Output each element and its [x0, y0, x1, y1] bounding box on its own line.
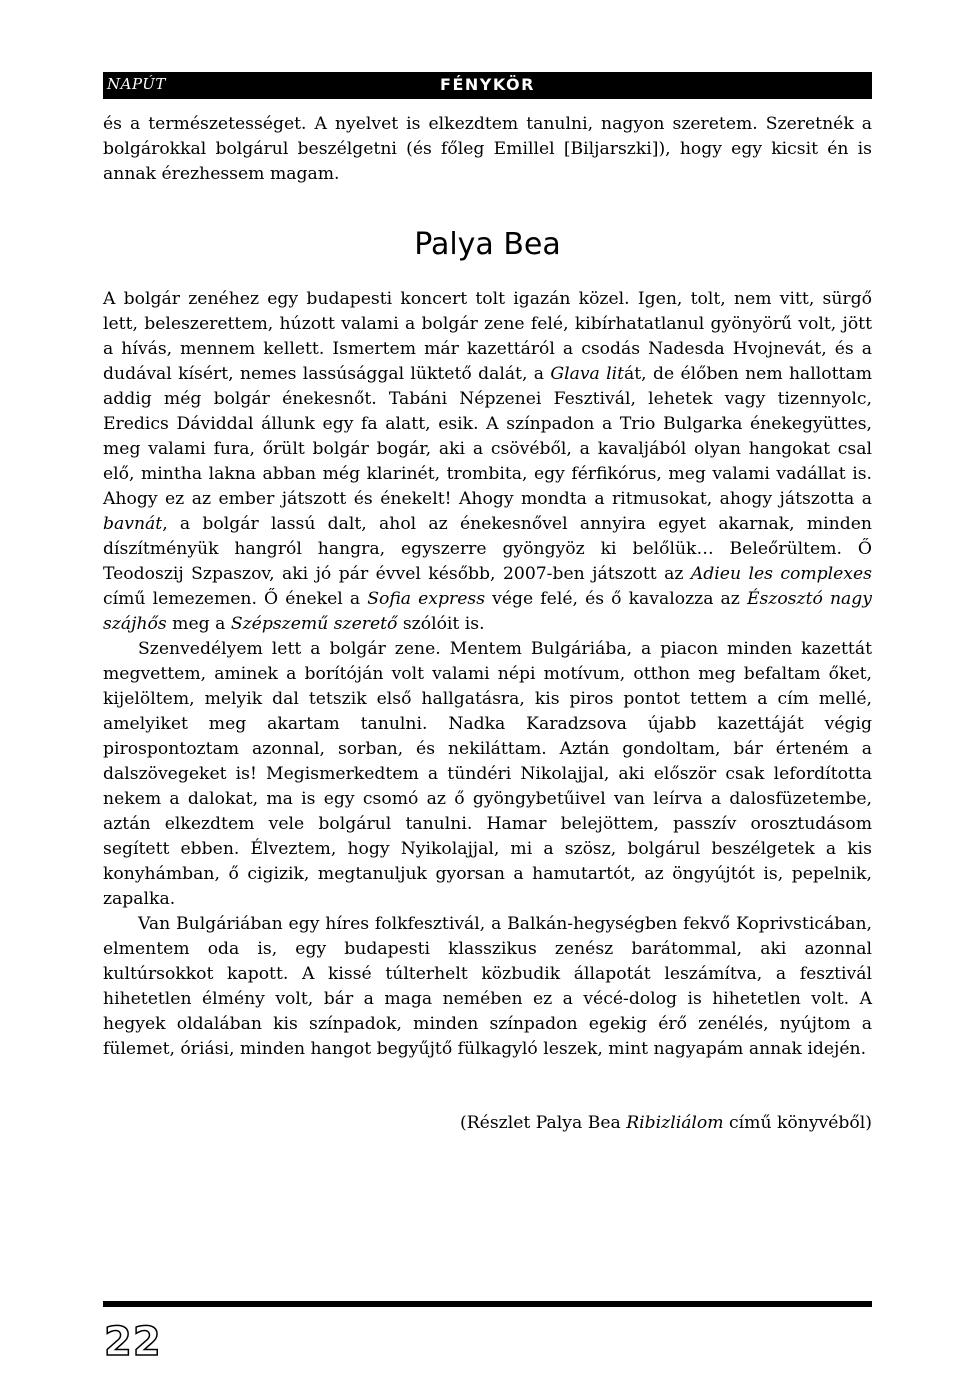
source-attribution — [103, 1111, 872, 1136]
section-title: FÉNYKÖR — [440, 75, 535, 94]
running-header — [103, 72, 872, 99]
p1-text-k: meg a — [166, 614, 231, 634]
intro-text — [103, 112, 872, 187]
footer-rule — [103, 1301, 872, 1307]
p1-text-m: szólóit is. — [397, 614, 485, 634]
paragraph-3: Van Bulgáriában egy híres folkfesztivál, a Balkán-hegységben fekvő Koprivsticában, elmentem oda is, egy budapesti klasszikus zenész barátommal, aki azonnal kultúrsokkot kapott. A kissé túlterhelt közbudik állapotát leszámítva, a fesztivál hihetetlen élmény volt, bár a maga nemében ez a vécé-dolog is hihetetlen volt. A hegyek oldalában kis színpadok, minden színpadon egekig érő zenélés, nyújtom a fülemet, óriási, minden hangot begyűjtő fülkagyló leszek, mint nagyapám annak idején. — [103, 914, 872, 1059]
paragraph-2: Szenvedélyem lett a bolgár zene. Mentem Bulgáriába, a piacon minden kazettát megvettem, aminek a borítóján volt valami népi motívum, otthon meg befaltam őket, kijelöltem, melyik dal tetszik első hallgatásra, kis piros pontot tettem a cím mellé, amelyiket meg akartam tanulni. Nadka Karadzsova újabb kazettáját végig pirospontoztam azonnal, sorban, és nekiláttam. Aztán gondoltam, bár érteném a dalszövegeket is! Megismerkedtem a tündéri Nikolajjal, aki először csak lefordította nekem a dalokat, ma is egy csomó az ő gyöngybetűivel van leírva a dalosfüzetembe, aztán elkezdtem vele bolgárul tanulni. Hamar belejöttem, passzív orosztudásom segített ebben. Élveztem, hogy Nyikolajjal, mi a szösz, bolgárul beszélgetek a kis konyhámban, ő cigizik, megtanuljuk gyorsan a hamutartót, az öngyújtót is, pepelnik, zapalka. — [103, 639, 872, 909]
article-title: Palya Bea — [414, 227, 561, 262]
attribution-suffix: című könyvéből) — [723, 1113, 872, 1133]
article-body — [103, 287, 872, 1062]
attribution-prefix: (Részlet Palya Bea — [460, 1113, 627, 1133]
p1-text-i: vége felé, és ő kavalozza az — [485, 589, 747, 609]
p1-song-title-szepszemu: Szépszemű szerető — [230, 614, 398, 634]
p1-text-g: című lemezemen. Ő énekel a — [103, 589, 368, 609]
p1-text-c: át, de élőben nem hallottam addig még bolgár énekesnőt. Tabáni Népzenei Fesztivál, lehetek vagy tizennyolc, Eredics Dáviddal állunk egy fa alatt, esik. A színpadon a Trio Bulgarka énekegyüttes, meg valami fura, őrült bolgár bogár, aki a csövéből, a kavaljából olyan hangokat csal elő, mintha lakna abban még klarinét, trombita, egy férfikórus, meg valami vadállat is. Ahogy ez az ember játszott és énekelt! Ahogy mondta a ritmusokat, ahogy játszotta a — [103, 364, 872, 509]
magazine-logo: NAPÚT — [107, 75, 166, 93]
p1-song-title-glava: Glava lit — [550, 364, 625, 384]
attribution-book-title: Ribizliálom — [626, 1113, 724, 1133]
p1-text-a: A bolgár zenéhez egy budapesti koncert tolt igazán közel. Igen, tolt, nem vitt, sürgő lett, beleszerettem, húzott valami a bolgár zene felé, kibírhatatlanul gyönyörű volt, jött a hívás, mennem kellett. Ismertem már kazettáról a csodás Nadesda Hvojnevát, és a dudával kísért, nemes lassúsággal lüktető dalát, a — [103, 289, 872, 384]
p1-song-title-eszoszto: Észosztó nagy szájhős — [103, 589, 872, 634]
p1-text-e: , a bolgár lassú dalt, ahol az énekesnővel annyira egyet akarnak, minden díszítményük hangról hangra, egyszerre gyöngyöz ki belőlük… Beleőrültem. Ő Teodoszij Szpaszov, aki jó pár évvel később, 2007-ben játszott az — [103, 514, 872, 584]
p1-album-title: Adieu les complexes — [690, 564, 872, 584]
paragraph-1 — [103, 287, 872, 637]
p1-term-bavnat: bavnát — [103, 514, 163, 534]
intro-paragraph: és a természetességet. A nyelvet is elkezdtem tanulni, nagyon szeretem. Szeretnék a bolgárokkal bolgárul beszélgetni (és főleg Emillel [Biljarszki]), hogy egy kicsit én is annak érezhessem magam. — [103, 114, 872, 184]
p1-song-title-sofia: Sofia express — [367, 589, 486, 609]
page-number: 22 — [104, 1319, 162, 1365]
